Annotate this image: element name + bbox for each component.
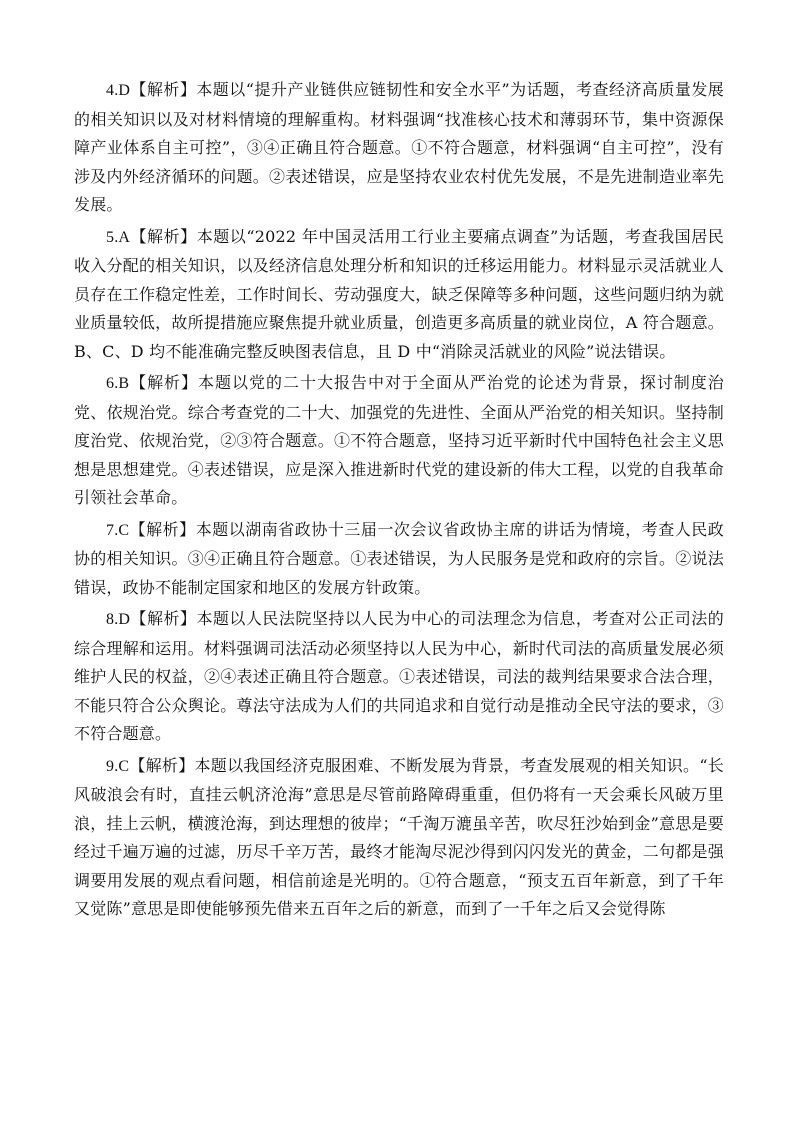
analysis-text: 本题以湖南省政协十三届一次会议省政协主席的讲话为情境，考查人民政协的相关知识。③④正确且符合题意。①表述错误，为人民服务是党和政府的宗旨。②说法错误，政协不能制定国家和地区的发展方针政策。 bbox=[74, 519, 724, 597]
question-number: 8.D bbox=[106, 611, 131, 628]
answer-paragraph-6 bbox=[74, 369, 724, 513]
analysis-text: 本题以“2022 年中国灵活用工行业主要痛点调查”为话题，考查我国居民收入分配的相关知识，以及经济信息处理分析和知识的迁移运用能力。材料显示灵活就业人员存在工作稳定性差，工作时间长、劳动强度大，缺乏保障等多种问题，这些问题归纳为就业质量较低，故所提措施应聚焦提升就业质量，创造更多高质量的就业岗位，A 符合题意。B、C、D 均不能准确完整反映图表信息，且 D 中“消除灵活就业的风险”说法错误。 bbox=[74, 226, 724, 361]
analysis-tag: 【解析】 bbox=[129, 373, 199, 392]
analysis-tag: 【解析】 bbox=[129, 519, 196, 539]
analysis-tag: 【解析】 bbox=[130, 80, 197, 99]
answer-paragraph-8 bbox=[74, 605, 724, 749]
analysis-text: 本题以党的二十大报告中对于全面从严治党的论述为背景，探讨制度治党、依规治党。综合考查党的二十大、加强党的先进性、全面从严治党的相关知识。坚持制度治党、依规治党，②③符合题意。①不符合题意，坚持习近平新时代中国特色社会主义思想是思想建党。④表述错误，应是深入推进新时代党的建设新的伟大工程，以党的自我革命引领社会革命。 bbox=[74, 373, 724, 507]
answer-paragraph-4 bbox=[74, 76, 724, 220]
answer-paragraph-5 bbox=[74, 223, 724, 367]
question-number: 5.A bbox=[106, 228, 131, 246]
answer-paragraph-7 bbox=[74, 516, 724, 603]
analysis-text: 本题以我国经济克服困难、不断发展为背景，考查发展观的相关知识。“长风破浪会有时，直挂云帆济沧海”意思是尽管前路障碍重重，但仍将有一天会乘长风破万里浪，挂上云帆，横渡沧海，到达理想的彼岸；“千淘万漉虽辛苦，吹尽狂沙始到金”意思是要经过千遍万遍的过滤，历尽千辛万苦，最终才能淘尽泥沙得到闪闪发光的黄金，二句都是强调要用发展的观点看问题，相信前途是光明的。①符合题意，“预支五百年新意，到了千年又觉陈”意思是即使能够预先借来五百年之后的新意，而到了一千年之后又会觉得陈 bbox=[74, 755, 724, 918]
analysis-tag: 【解析】 bbox=[130, 226, 197, 246]
analysis-tag: 【解析】 bbox=[129, 755, 195, 775]
question-number: 6.B bbox=[106, 375, 130, 392]
question-number: 7.C bbox=[106, 521, 130, 539]
answer-paragraph-9 bbox=[74, 752, 724, 924]
question-number: 9.C bbox=[106, 757, 130, 775]
question-number: 4.D bbox=[106, 82, 131, 99]
analysis-tag: 【解析】 bbox=[130, 609, 197, 628]
analysis-text: 本题以人民法院坚持以人民为中心的司法理念为信息，考查对公正司法的综合理解和运用。材料强调司法活动必须坚持以人民为中心，新时代司法的高质量发展必须维护人民的权益，②④表述正确且符合题意。①表述错误，司法的裁判结果要求合法合理，不能只符合公众舆论。尊法守法成为人们的共同追求和自觉行动是推动全民守法的要求，③不符合题意。 bbox=[74, 609, 724, 743]
document-page bbox=[74, 76, 724, 927]
analysis-text: 本题以“提升产业链供应链韧性和安全水平”为话题，考查经济高质量发展的相关知识以及对材料情境的理解重构。材料强调“找准核心技术和薄弱环节，集中资源保障产业体系自主可控”，③④正确且符合题意。①不符合题意，材料强调“自主可控”，没有涉及内外经济循环的问题。②表述错误，应是坚持农业农村优先发展，不是先进制造业率先发展。 bbox=[74, 80, 724, 214]
